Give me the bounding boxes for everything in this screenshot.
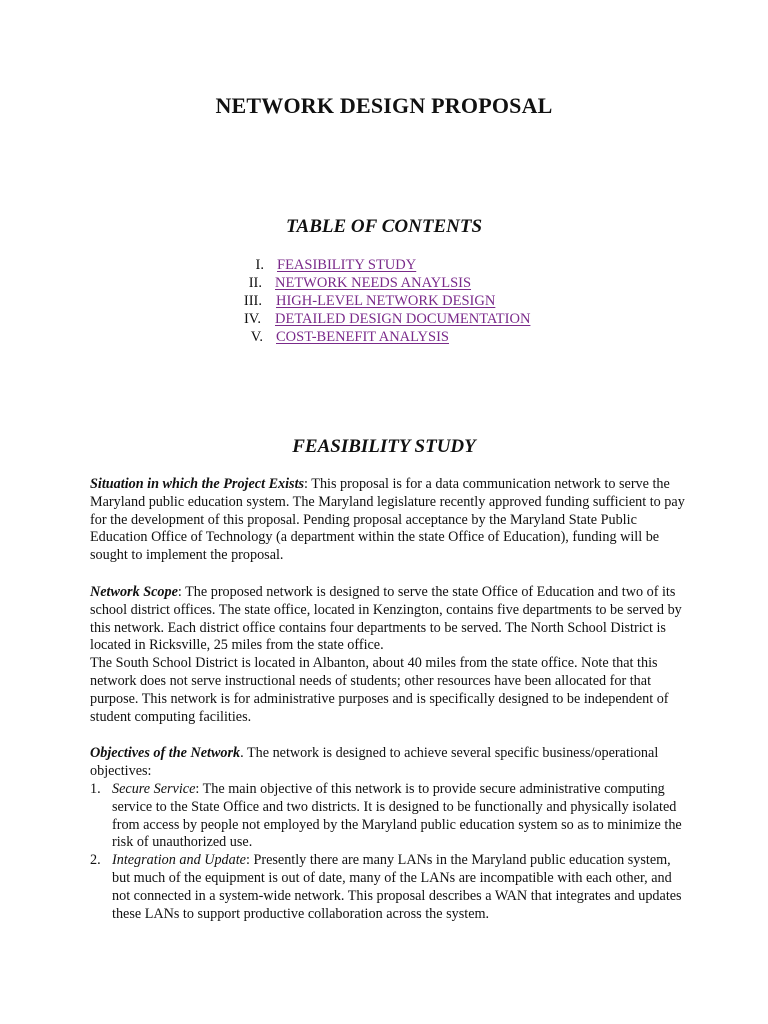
paragraph-body: : This proposal is for a data communication network to serve the Maryland public education system. The Maryland legislature recently approved funding sufficient to pay for the development of this proposal. Pending proposal acceptance by the Maryland State Public Education Office of Technology (a department within the state Office of Education), funding will be sought to implement the proposal. bbox=[90, 476, 685, 564]
toc-number: IV. bbox=[243, 311, 261, 327]
objective-term: Secure Service bbox=[112, 781, 196, 797]
toc-link-network-needs-analysis[interactable]: NETWORK NEEDS ANAYLSIS bbox=[275, 275, 472, 291]
toc-link-high-level-network-design[interactable]: HIGH-LEVEL NETWORK DESIGN bbox=[276, 293, 496, 309]
section-heading-feasibility: FEASIBILITY STUDY bbox=[292, 436, 476, 457]
toc-item-1 bbox=[0, 256, 768, 274]
document-title: NETWORK DESIGN PROPOSAL bbox=[215, 93, 553, 118]
objectives-list bbox=[90, 781, 690, 923]
toc-link-cost-benefit-analysis[interactable]: COST-BENEFIT ANALYSIS bbox=[276, 329, 449, 345]
paragraph-lead: Situation in which the Project Exists bbox=[90, 476, 305, 492]
toc-link-feasibility-study[interactable]: FEASIBILITY STUDY bbox=[277, 257, 417, 273]
toc-item-4 bbox=[0, 310, 768, 328]
paragraph-lead: Network Scope bbox=[90, 584, 178, 600]
toc-list bbox=[0, 256, 768, 346]
paragraph-body: . The network is designed to achieve several specific business/operational objectives: bbox=[90, 745, 659, 779]
objective-number: 2. bbox=[90, 852, 101, 869]
toc-item-5 bbox=[0, 328, 768, 346]
toc-heading: TABLE OF CONTENTS bbox=[285, 216, 483, 237]
objective-item-1 bbox=[90, 781, 690, 852]
toc-number: III. bbox=[243, 293, 262, 309]
toc-number: V. bbox=[250, 329, 263, 345]
toc-number: I. bbox=[255, 257, 264, 273]
toc-item-2 bbox=[0, 274, 768, 292]
objective-text: : The main objective of this network is to provide secure administrative computing service to the State Office and two districts. It is designed to be functionally and physically isolated from access by people not employed by the Maryland public education system so as to minimize the risk of unauthorized use. bbox=[112, 781, 682, 851]
paragraph-objectives bbox=[90, 745, 690, 781]
paragraph-lead: Objectives of the Network bbox=[90, 745, 241, 761]
objective-text: : Presently there are many LANs in the Maryland public education system, but much of the equipment is out of date, many of the LANs are incompatible with each other, and not connected in a system-wide network. This proposal describes a WAN that integrates and updates these LANs to support productive collaboration across the system. bbox=[112, 852, 682, 922]
paragraph-scope bbox=[90, 584, 690, 726]
paragraph-body-continued: The South School District is located in Albanton, about 40 miles from the state office. Note that this network does not serve instructional needs of students; other resources have been allocated for that purpose. This network is for administrative purposes and is specifically designed to be independent of student computing facilities. bbox=[90, 655, 669, 725]
objective-term: Integration and Update bbox=[112, 852, 246, 869]
toc-item-3 bbox=[0, 292, 768, 310]
toc-link-detailed-design-documentation[interactable]: DETAILED DESIGN DOCUMENTATION bbox=[275, 311, 531, 327]
paragraph-situation bbox=[90, 476, 690, 565]
toc-number: II. bbox=[248, 275, 262, 291]
objective-item-2 bbox=[90, 852, 690, 923]
paragraph-body: : The proposed network is designed to serve the state Office of Education and two of its school district offices. The state office, located in Kenzington, contains five departments to be served by this network. Each district office contains four departments to be served. The North School District is located in Ricksville, 25 miles from the state office. bbox=[90, 584, 682, 654]
objective-number: 1. bbox=[90, 781, 101, 797]
